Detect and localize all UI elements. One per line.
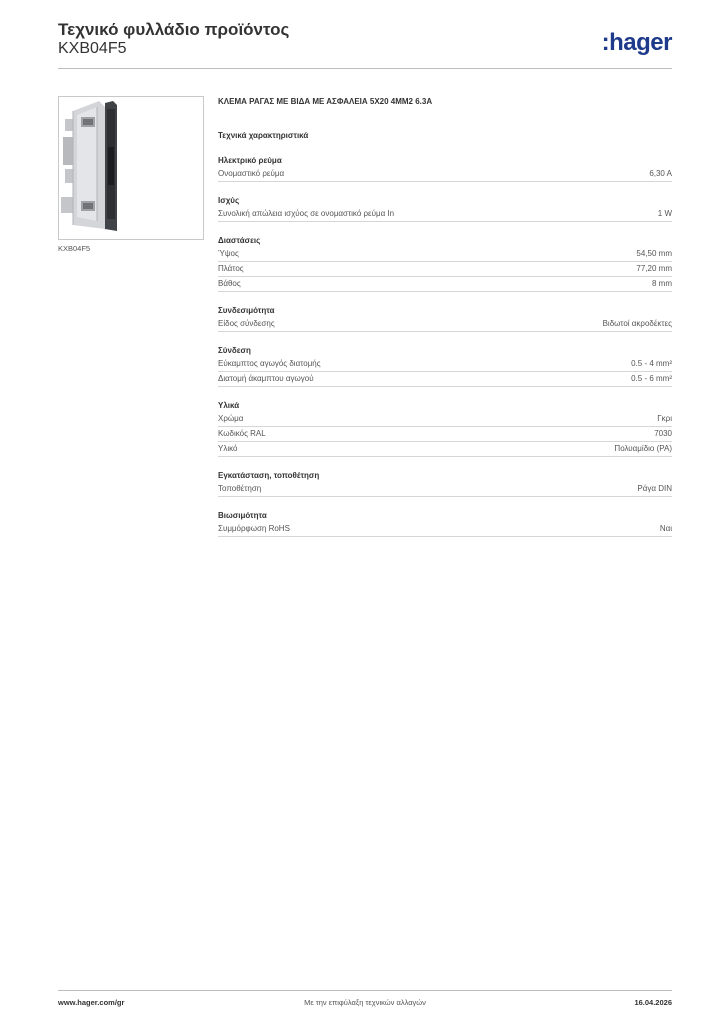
- spec-group-connectivity: [218, 305, 672, 332]
- product-code-title: KXB04F5: [58, 40, 127, 57]
- spec-value: Ράγα DIN: [637, 484, 672, 493]
- product-image: [58, 96, 204, 240]
- spec-label: Πλάτος: [218, 264, 244, 273]
- spec-label: Χρώμα: [218, 414, 244, 423]
- header-divider: [58, 68, 672, 69]
- spec-value: 77,20 mm: [636, 264, 672, 273]
- spec-row: [218, 207, 672, 222]
- specifications-panel: [218, 96, 672, 537]
- technical-changes-note: Με την επιφύλαξη τεχνικών αλλαγών: [304, 998, 426, 1007]
- spec-group-title: Συνδεσιμότητα: [218, 306, 275, 315]
- spec-group-title: Σύνδεση: [218, 346, 251, 355]
- document-date: 16.04.2026: [634, 998, 672, 1007]
- spec-value: 0.5 - 6 mm²: [631, 374, 672, 383]
- spec-group-title: Βιωσιμότητα: [218, 511, 267, 520]
- spec-row: [218, 317, 672, 332]
- spec-value: Βιδωτοί ακροδέκτες: [602, 319, 672, 328]
- spec-row: [218, 262, 672, 277]
- spec-value: 6,30 A: [649, 169, 672, 178]
- spec-group-connection: [218, 345, 672, 387]
- spec-group-title: Διαστάσεις: [218, 236, 261, 245]
- spec-row: [218, 247, 672, 262]
- spec-row: [218, 357, 672, 372]
- spec-label: Διατομή άκαμπτου αγωγού: [218, 374, 314, 383]
- spec-value: 8 mm: [652, 279, 672, 288]
- spec-row: [218, 167, 672, 182]
- spec-value: 54,50 mm: [636, 249, 672, 258]
- spec-label: Ονομαστικό ρεύμα: [218, 169, 285, 178]
- spec-value: Γκρι: [657, 414, 672, 423]
- terminal-block-illustration: [59, 97, 203, 239]
- hager-logo: :hager: [601, 29, 672, 56]
- product-description: ΚΛΕΜΑ ΡΑΓΑΣ ΜΕ ΒΙΔΑ ΜΕ ΑΣΦΑΛΕΙΑ 5X20 4MM2 6.3A: [218, 97, 433, 106]
- spec-value: Ναι: [659, 524, 672, 533]
- image-caption: KXB04F5: [58, 244, 91, 253]
- spec-label: Υλικό: [218, 444, 238, 453]
- spec-row: [218, 277, 672, 292]
- document-header: [58, 20, 672, 68]
- spec-label: Κωδικός RAL: [218, 429, 266, 438]
- spec-row: [218, 522, 672, 537]
- spec-row: [218, 427, 672, 442]
- spec-row: [218, 482, 672, 497]
- spec-label: Συνολική απώλεια ισχύος σε ονομαστικό ρεύμα In: [218, 209, 395, 218]
- spec-group-title: Εγκατάσταση, τοποθέτηση: [218, 471, 320, 480]
- spec-value: 1 W: [657, 209, 672, 218]
- website-link[interactable]: www.hager.com/gr: [58, 998, 125, 1007]
- spec-group-title: Υλικά: [218, 401, 240, 410]
- footer-divider: [58, 990, 672, 991]
- spec-group-title: Ισχύς: [218, 196, 240, 205]
- spec-group-electrical-current: [218, 155, 672, 182]
- spec-group-materials: [218, 400, 672, 457]
- spec-group-dimensions: [218, 235, 672, 292]
- spec-label: Τοποθέτηση: [218, 484, 262, 493]
- spec-row: [218, 442, 672, 457]
- spec-group-title: Ηλεκτρικό ρεύμα: [218, 156, 282, 165]
- spec-value: 7030: [654, 429, 672, 438]
- spec-group-sustainability: [218, 510, 672, 537]
- spec-row: [218, 372, 672, 387]
- spec-label: Βάθος: [218, 279, 241, 288]
- spec-value: 0.5 - 4 mm²: [631, 359, 672, 368]
- spec-row: [218, 412, 672, 427]
- spec-label: Συμμόρφωση RoHS: [218, 524, 290, 533]
- spec-label: Ύψος: [218, 249, 239, 258]
- spec-label: Είδος σύνδεσης: [218, 319, 275, 328]
- spec-label: Εύκαμπτος αγωγός διατομής: [218, 359, 321, 368]
- document-title: Τεχνικό φυλλάδιο προϊόντος: [58, 20, 290, 39]
- section-title: Τεχνικά χαρακτηριστικά: [218, 131, 309, 140]
- spec-group-installation: [218, 470, 672, 497]
- spec-group-power: [218, 195, 672, 222]
- spec-value: Πολυαμίδιο (PA): [614, 444, 672, 453]
- document-footer: [58, 998, 672, 1010]
